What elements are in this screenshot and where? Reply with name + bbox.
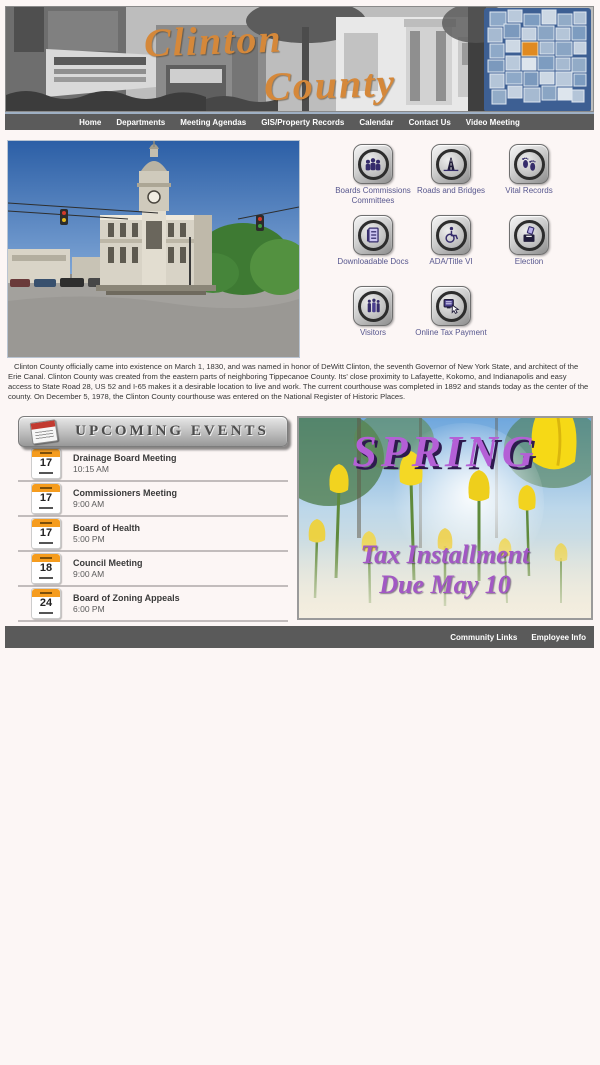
spring-tax-banner[interactable] [297, 416, 593, 620]
event-title: Drainage Board Meeting [73, 453, 177, 464]
event-row[interactable] [18, 447, 288, 482]
nav-item-calendar[interactable]: Calendar [359, 117, 394, 127]
event-title: Council Meeting [73, 558, 143, 569]
site-title-line2: County [263, 59, 397, 110]
spring-banner-title: SPRING [352, 427, 538, 477]
upcoming-events-panel [18, 416, 288, 622]
quick-link-ada-title-vi[interactable]: ADA/Title VI [412, 215, 490, 286]
calendar-date-icon: 17 [31, 483, 61, 514]
event-row[interactable] [18, 587, 288, 622]
page-container [5, 6, 594, 648]
event-title: Board of Health [73, 523, 141, 534]
calendar-date-icon: 17 [31, 448, 61, 479]
quick-links-grid [334, 140, 568, 358]
event-time: 9:00 AM [73, 569, 105, 580]
upcoming-events-header[interactable] [18, 416, 288, 447]
spring-banner-line2: Tax Installment [360, 540, 530, 570]
document-icon [358, 220, 389, 251]
calendar-date-icon: 17 [31, 518, 61, 549]
people-icon [358, 149, 389, 180]
event-time: 5:00 PM [73, 534, 105, 545]
spring-banner-line3: Due May 10 [379, 570, 511, 600]
event-row[interactable] [18, 552, 288, 587]
ballot-box-icon [514, 220, 545, 251]
county-intro-paragraph: Clinton County officially came into existence on March 1, 1830, and was named in honor of DeWitt Clinton, the seventh Governor of New York State, and architect of the Erie Canal. Clinton County was created from the eastern parts of neighboring Tippecanoe County. Its' close proximity to Lafayette, Kokomo, and Indianapolis and easy access to State Road 28, US 52 and I-65 makes it a desirable location to live and work. The current courthouse was completed in 1892 and stands today as the center of the county. On December 5, 1978, the Clinton County courthouse was entered on the National Register of Historic Places. [8, 362, 589, 402]
road-icon [436, 149, 467, 180]
computer-cursor-icon [436, 291, 467, 322]
footer-link-community-links[interactable]: Community Links [450, 632, 518, 642]
event-time: 9:00 AM [73, 499, 105, 510]
quick-link-online-tax-payment[interactable]: Online Tax Payment [412, 286, 490, 357]
courthouse-photo [7, 140, 300, 358]
quick-link-downloadable-docs[interactable]: Downloadable Docs [334, 215, 412, 286]
event-title: Board of Zoning Appeals [73, 593, 180, 604]
calendar-date-icon: 18 [31, 553, 61, 584]
calendar-icon [30, 419, 59, 444]
nav-item-departments[interactable]: Departments [116, 117, 166, 127]
event-title: Commissioners Meeting [73, 488, 178, 499]
site-title-line1: Clinton [143, 15, 284, 66]
nav-item-video-meeting[interactable]: Video Meeting [465, 117, 520, 127]
nav-item-meeting-agendas[interactable]: Meeting Agendas [180, 117, 247, 127]
visitors-icon [358, 291, 389, 322]
upcoming-events-title: UPCOMING EVENTS [75, 423, 269, 440]
wheelchair-icon [436, 220, 467, 251]
quick-link-roads-and-bridges[interactable]: Roads and Bridges [412, 144, 490, 215]
top-content-row [5, 130, 594, 358]
nav-item-contact-us[interactable]: Contact Us [408, 117, 451, 127]
nav-item-gis-property-records[interactable]: GIS/Property Records [261, 117, 345, 127]
indiana-county-map-icon [484, 8, 591, 112]
footer-bar [5, 626, 594, 648]
event-time: 6:00 PM [73, 604, 105, 615]
calendar-date-icon: 24 [31, 588, 61, 619]
header-banner [5, 6, 594, 112]
nav-item-home[interactable]: Home [79, 117, 102, 127]
bottom-content-row [5, 416, 594, 622]
quick-link-election[interactable]: Election [490, 215, 568, 286]
footer-link-employee-info[interactable]: Employee Info [531, 632, 586, 642]
event-time: 10:15 AM [73, 464, 109, 475]
event-row[interactable] [18, 482, 288, 517]
quick-link-visitors[interactable]: Visitors [334, 286, 412, 357]
main-navigation [5, 112, 594, 130]
quick-link-boards-commissions-committees[interactable]: Boards Commissions Committees [334, 144, 412, 215]
quick-link-vital-records[interactable]: Vital Records [490, 144, 568, 215]
event-row[interactable] [18, 517, 288, 552]
footprints-icon [514, 149, 545, 180]
